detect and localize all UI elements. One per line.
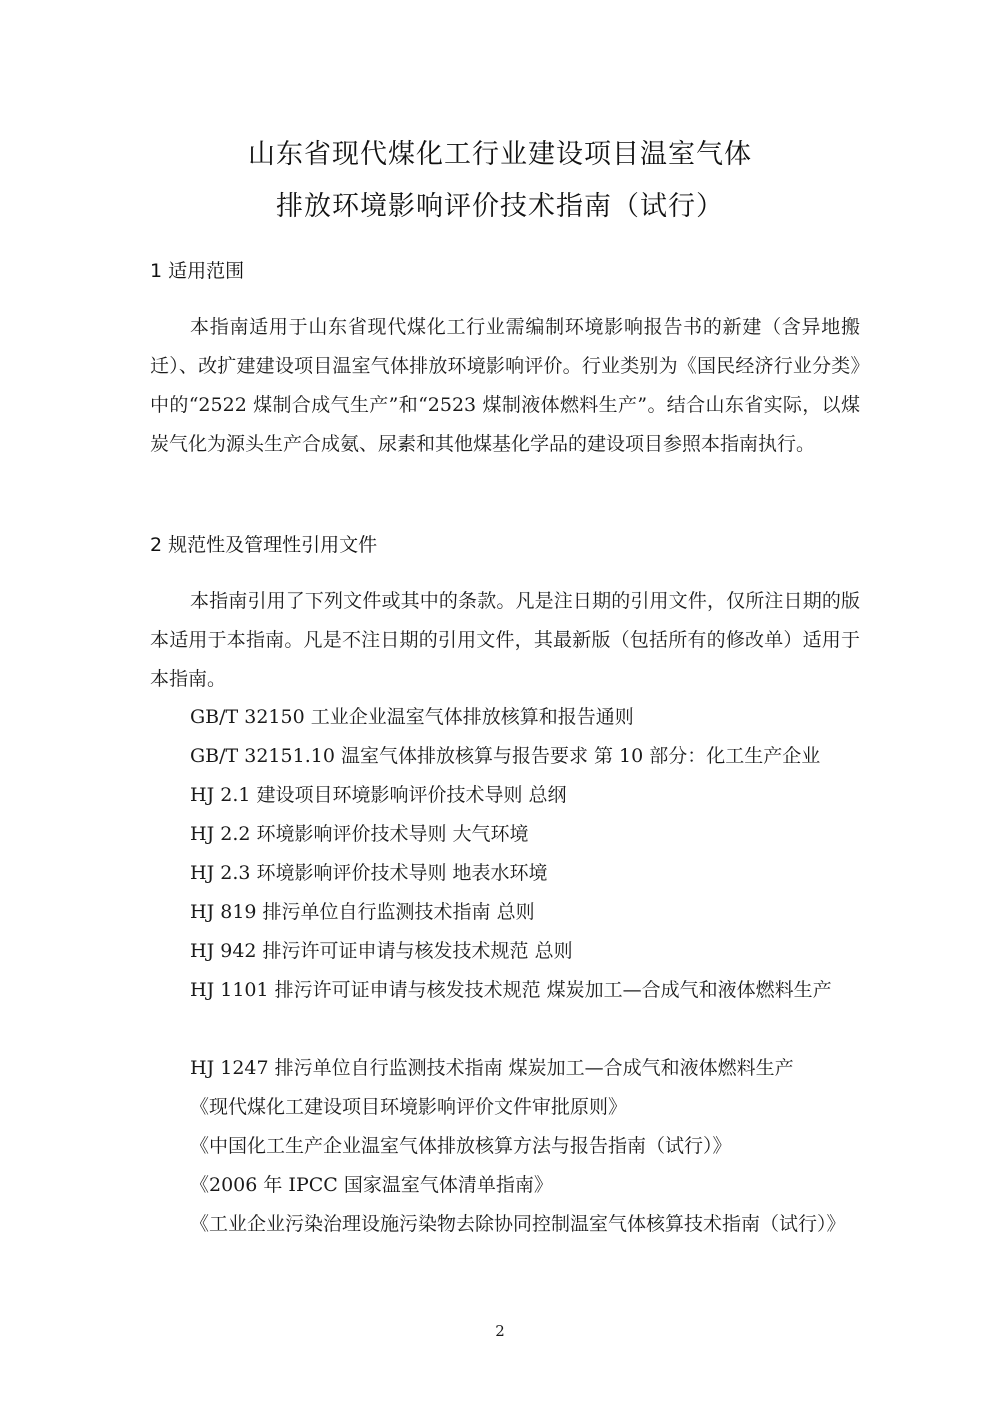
reference-item: HJ 819 排污单位自行监测技术指南 总则	[190, 901, 535, 923]
reference-item: HJ 942 排污许可证申请与核发技术规范 总则	[190, 940, 573, 962]
reference-item: 《2006 年 IPCC 国家温室气体清单指南》	[190, 1174, 553, 1196]
section-2-heading: 2 规范性及管理性引用文件	[150, 534, 378, 556]
reference-item: 《工业企业污染治理设施污染物去除协同控制温室气体核算技术指南（试行）》	[190, 1213, 846, 1235]
section-2-paragraph: 本指南引用了下列文件或其中的条款。凡是注日期的引用文件，仅所注日期的版本适用于本指南。凡是不注日期的引用文件，其最新版（包括所有的修改单）适用于本指南。	[150, 590, 860, 690]
section-1-paragraph: 本指南适用于山东省现代煤化工行业需编制环境影响报告书的新建（含异地搬迁）、改扩建建设项目温室气体排放环境影响评价。行业类别为《国民经济行业分类》中的“2522 煤制合成气生产”和“2523 煤制液体燃料生产”。结合山东省实际，以煤炭气化为源头生产合成氨、尿素和其他煤基化学品的建设项目参照本指南执行。	[150, 316, 860, 455]
document-title-line-2: 排放环境影响评价技术指南（试行）	[276, 191, 724, 222]
reference-item: HJ 2.2 环境影响评价技术导则 大气环境	[190, 823, 529, 845]
section-1-heading: 1 适用范围	[150, 260, 245, 282]
reference-item: HJ 2.3 环境影响评价技术导则 地表水环境	[190, 862, 548, 884]
reference-item: HJ 1101 排污许可证申请与核发技术规范 煤炭加工—合成气和液体燃料生产	[190, 979, 832, 1001]
reference-item: 《中国化工生产企业温室气体排放核算方法与报告指南（试行）》	[190, 1135, 732, 1157]
reference-item: GB/T 32150 工业企业温室气体排放核算和报告通则	[190, 706, 634, 728]
document-title-line-1: 山东省现代煤化工行业建设项目温室气体	[248, 139, 752, 170]
reference-item: 《现代煤化工建设项目环境影响评价文件审批原则》	[190, 1096, 628, 1118]
reference-item: HJ 1247 排污单位自行监测技术指南 煤炭加工—合成气和液体燃料生产	[190, 1057, 794, 1079]
reference-item: HJ 2.1 建设项目环境影响评价技术导则 总纲	[190, 784, 567, 806]
page-number: 2	[495, 1322, 505, 1340]
reference-item: GB/T 32151.10 温室气体排放核算与报告要求 第 10 部分：化工生产企业	[190, 745, 821, 767]
